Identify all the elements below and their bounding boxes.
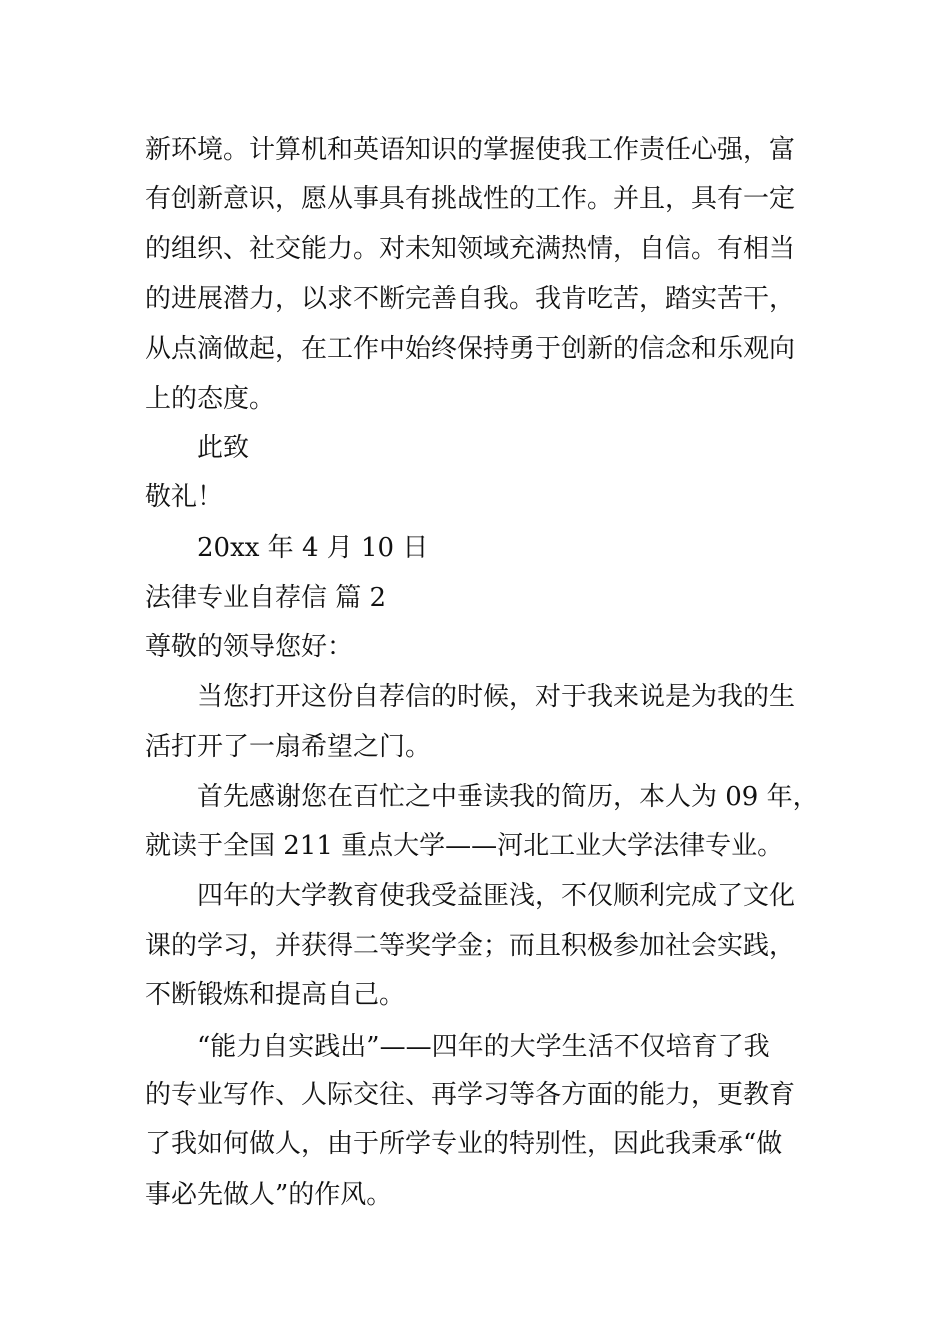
body-text-line: “能力自实践出”——四年的大学生活不仅培育了我 (197, 1032, 770, 1062)
body-text-line: 的专业写作、人际交往、再学习等各方面的能力，更教育 (145, 1080, 796, 1110)
body-text-line: 从点滴做起，在工作中始终保持勇于创新的信念和乐观向 (145, 334, 796, 364)
closing-regards: 敬礼！ (145, 482, 224, 512)
body-text-line: 事必先做人”的作风。 (145, 1180, 393, 1210)
body-text-line: 的进展潜力，以求不断完善自我。我肯吃苦，踏实苦干， (145, 284, 796, 314)
letter-date: 20xx 年 4 月 10 日 (197, 533, 429, 563)
body-text-line: 新环境。计算机和英语知识的掌握使我工作责任心强，富 (145, 135, 796, 165)
closing-salutation: 此致 (197, 433, 250, 463)
body-text-line: 不断锻炼和提高自己。 (145, 980, 406, 1010)
body-text-line: 首先感谢您在百忙之中垂读我的简历，本人为 09 年， (197, 782, 819, 812)
body-text-line: 当您打开这份自荐信的时候，对于我来说是为我的生 (197, 682, 796, 712)
section-heading: 法律专业自荐信 篇 2 (145, 583, 387, 613)
body-text-line: 四年的大学教育使我受益匪浅，不仅顺利完成了文化 (197, 881, 796, 911)
body-text-line: 有创新意识，愿从事具有挑战性的工作。并且，具有一定 (145, 184, 796, 214)
greeting: 尊敬的领导您好： (145, 632, 354, 662)
body-text-line: 的组织、社交能力。对未知领域充满热情，自信。有相当 (145, 234, 796, 264)
body-text-line: 了我如何做人，由于所学专业的特别性，因此我秉承“做 (145, 1129, 783, 1159)
body-text-line: 课的学习，并获得二等奖学金；而且积极参加社会实践， (145, 931, 796, 961)
body-text-line: 活打开了一扇希望之门。 (145, 732, 432, 762)
body-text-line: 就读于全国 211 重点大学——河北工业大学法律专业。 (145, 831, 784, 861)
body-text-line: 上的态度。 (145, 384, 276, 414)
